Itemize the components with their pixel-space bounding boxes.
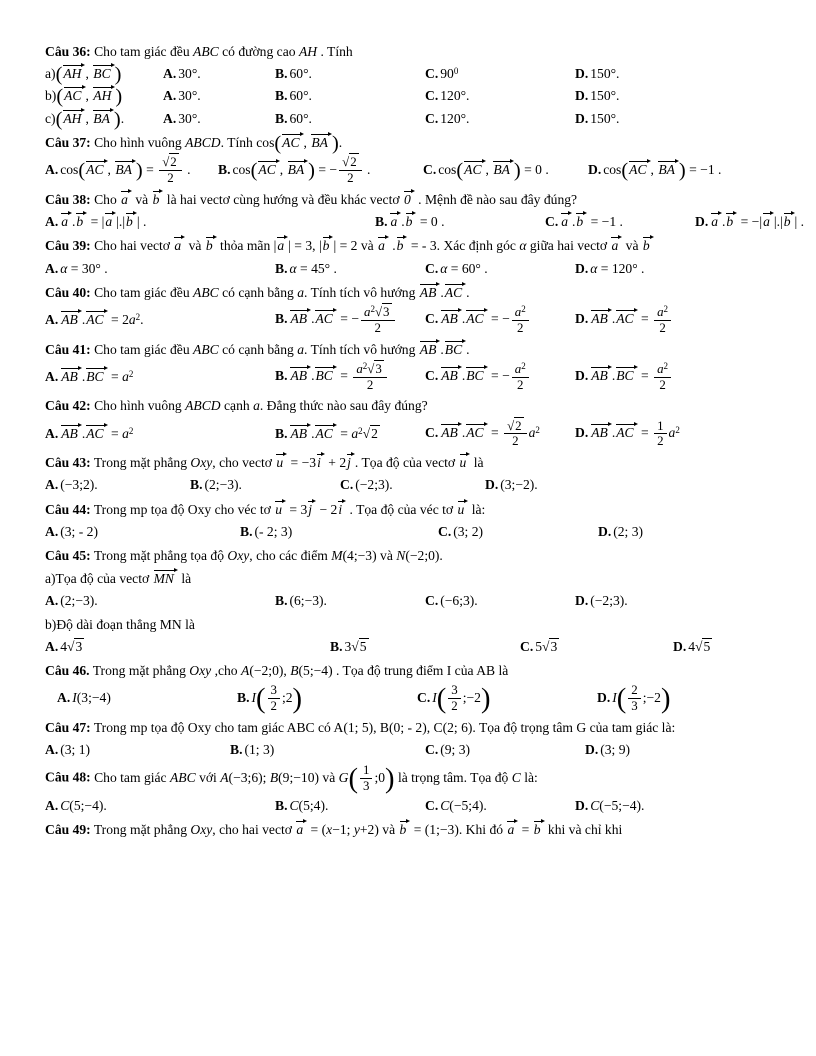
question-stem xyxy=(45,452,776,473)
answer-option xyxy=(45,310,275,330)
options-row xyxy=(45,683,776,714)
answer-option xyxy=(425,591,575,611)
option-letter: C. xyxy=(425,110,439,126)
answer-option xyxy=(423,160,588,180)
option-letter: B. xyxy=(275,593,288,609)
option-letter: A. xyxy=(57,690,71,706)
option-value: a .b = |a |.|b | . xyxy=(61,214,147,230)
option-value: 4√3 xyxy=(60,638,83,654)
option-value: I(3;−4) xyxy=(72,690,111,706)
option-prefix: a)(AH , BC ) xyxy=(45,63,122,86)
option-letter: A. xyxy=(45,214,59,230)
answer-option xyxy=(340,475,485,495)
option-value: 3√5 xyxy=(344,638,367,654)
answer-option xyxy=(275,259,425,279)
question-text: Trong mặt phẳng Oxy, cho hai vectơ a = (x−1; y+2) và b = (1;−3). Khi đó a = b khi và chỉ khi xyxy=(90,822,623,838)
option-letter: D. xyxy=(575,311,589,327)
option-value: 60°. xyxy=(289,66,312,82)
option-letter: C. xyxy=(425,368,439,384)
question-block xyxy=(45,660,776,714)
answer-option xyxy=(375,212,545,232)
question-text: Trong mặt phẳng tọa độ Oxy, cho các điểm M(4;−3) và N(−2;0). xyxy=(90,548,443,564)
option-value: 30°. xyxy=(178,88,201,104)
question-text: Cho tam giác đều ABC có cạnh bằng a. Tính tích vô hướng AB .BC . xyxy=(90,341,470,357)
question-stem xyxy=(45,235,776,256)
option-value: (3;−2). xyxy=(500,477,538,493)
question-text: Cho tam giác ABC với A(−3;6); B(9;−10) và G( $\frac{1}{3}$ ;0) là trọng tâm. Tọa độ C là: xyxy=(90,762,538,795)
option-letter: D. xyxy=(597,689,611,705)
option-value: I( $\frac{3}{2}$ ;−2) xyxy=(432,682,491,715)
question-number: Câu 46. xyxy=(45,663,90,679)
answer-option xyxy=(575,259,776,279)
option-letter: D. xyxy=(575,88,589,104)
option-value: 150°. xyxy=(590,110,620,126)
question-block xyxy=(45,132,776,186)
option-letter: D. xyxy=(585,741,599,757)
option-letter: B. xyxy=(275,66,288,82)
answer-option xyxy=(425,419,575,450)
option-letter: A. xyxy=(45,523,59,539)
option-letter: D. xyxy=(575,66,589,82)
option-letter: D. xyxy=(695,214,709,230)
answer-option xyxy=(163,86,275,106)
option-value: α = 45° . xyxy=(289,260,337,276)
option-value: (2; 3) xyxy=(613,523,644,539)
option-prefix: c)(AH , BA ). xyxy=(45,108,125,131)
option-value: (3; 1) xyxy=(60,741,91,757)
option-value: I( $\frac{3}{2}$ ;2) xyxy=(251,682,303,715)
question-stem xyxy=(45,819,776,840)
answer-option xyxy=(275,424,425,444)
options-row xyxy=(45,419,776,450)
question-number: Câu 41: xyxy=(45,341,91,357)
option-letter: A. xyxy=(163,66,177,82)
option-letter: B. xyxy=(275,110,288,126)
question-text: Trong mặt phẳng Oxy, cho vectơ u = −3i + 2j . Tọa độ của vectơ u là xyxy=(90,455,484,471)
answer-option xyxy=(190,475,340,495)
option-letter: C. xyxy=(423,162,437,178)
option-value: AB .AC = $\frac{√2}{2}$ $a^2$ xyxy=(441,417,540,449)
option-letter: C. xyxy=(425,88,439,104)
option-value: 60°. xyxy=(289,88,312,104)
question-stem xyxy=(45,499,776,520)
option-value: C(−5;−4). xyxy=(590,798,645,814)
option-letter: D. xyxy=(598,523,612,539)
answer-option xyxy=(588,160,776,180)
option-letter: B. xyxy=(275,798,288,814)
option-value: (2;−3). xyxy=(60,593,98,609)
answer-option xyxy=(240,522,438,542)
option-letter: D. xyxy=(575,110,589,126)
answer-option xyxy=(275,86,425,106)
question-number: Câu 37: xyxy=(45,135,91,151)
option-value: (9; 3) xyxy=(440,741,471,757)
option-letter: D. xyxy=(485,477,499,493)
question-text: Trong mp tọa độ Oxy cho tam giác ABC có A(1; 5), B(0; - 2), C(2; 6). Tọa độ trọng tâm G của tam giác là: xyxy=(90,719,676,735)
option-value: AB .AC = $\frac{1}{2}$ $a^2$ xyxy=(591,417,680,449)
option-letter: B. xyxy=(218,161,231,177)
answer-option xyxy=(45,212,375,232)
option-value: cos(AC , BA ) = −1 . xyxy=(603,159,722,182)
answer-option xyxy=(425,86,575,106)
question-number: Câu 44: xyxy=(45,501,91,517)
options-row xyxy=(45,86,776,106)
option-letter: C. xyxy=(417,689,431,705)
option-letter: B. xyxy=(330,638,343,654)
option-value: AB $.AC = 2a^2$. xyxy=(61,312,144,328)
answer-option xyxy=(275,109,425,129)
options-row xyxy=(45,522,776,542)
answer-option xyxy=(45,740,230,760)
option-value: $90^0$ xyxy=(440,66,459,82)
answer-option xyxy=(575,362,776,393)
answer-option xyxy=(695,212,804,232)
question-text: Trong mặt phẳng Oxy ,cho A(−2;0), B(5;−4) . Tọa độ trung điểm I của AB là xyxy=(89,663,509,679)
option-value: I( $\frac{2}{3}$ ;−2) xyxy=(612,682,671,715)
options-row xyxy=(45,796,776,816)
answer-option xyxy=(57,688,237,708)
option-letter: C. xyxy=(520,638,534,654)
option-letter: A. xyxy=(45,368,59,384)
answer-option xyxy=(330,637,520,657)
question-list xyxy=(45,41,805,841)
option-letter: D. xyxy=(575,798,589,814)
option-value: 120°. xyxy=(440,88,470,104)
question-block xyxy=(45,235,776,278)
question-block xyxy=(45,41,776,129)
option-value: (−3;2). xyxy=(60,477,98,493)
answer-option xyxy=(45,259,275,279)
answer-option xyxy=(425,109,575,129)
option-value: (- 2; 3) xyxy=(254,523,293,539)
option-letter: C. xyxy=(425,741,439,757)
answer-option xyxy=(425,740,585,760)
question-stem xyxy=(45,132,776,153)
option-letter: B. xyxy=(375,214,388,230)
question-text: Cho a và b là hai vectơ cùng hướng và đều khác vectơ 0 . Mệnh đề nào sau đây đúng? xyxy=(90,192,578,208)
answer-option xyxy=(485,475,776,495)
option-letter: D. xyxy=(673,638,687,654)
question-stem xyxy=(45,763,776,794)
options-row xyxy=(45,591,776,611)
option-letter: B. xyxy=(230,741,243,757)
option-value: cos(AC , BA ) = 0 . xyxy=(438,159,549,182)
answer-option xyxy=(545,212,695,232)
question-number: Câu 47: xyxy=(45,719,91,735)
options-row xyxy=(45,155,776,186)
option-value: (2;−3). xyxy=(204,477,242,493)
question-subpart: a)Tọa độ của vectơ MN là xyxy=(45,571,192,587)
options-row xyxy=(45,305,776,336)
answer-option xyxy=(275,796,425,816)
option-letter: D. xyxy=(575,368,589,384)
option-letter: A. xyxy=(45,638,59,654)
option-value: (−2;3). xyxy=(590,593,628,609)
option-value: (−2;3). xyxy=(355,477,393,493)
option-value: AB .AC = − $\frac{a^2}{2}$ xyxy=(440,311,530,326)
options-row xyxy=(45,637,776,657)
question-block xyxy=(45,339,776,393)
question-stem xyxy=(45,282,776,303)
option-letter: B. xyxy=(190,477,203,493)
option-value: C(−5;4). xyxy=(440,798,487,814)
options-row xyxy=(45,259,776,279)
option-value: AB $.AC = a^2√2$ xyxy=(290,425,378,441)
question-block xyxy=(45,763,776,816)
option-letter: A. xyxy=(45,741,59,757)
question-stem xyxy=(45,545,776,566)
option-letter: A. xyxy=(163,88,177,104)
answer-option xyxy=(417,683,597,714)
answer-option xyxy=(520,637,673,657)
option-letter: C. xyxy=(425,425,439,441)
answer-option xyxy=(598,522,776,542)
question-block xyxy=(45,499,776,542)
answer-option xyxy=(575,591,776,611)
question-block xyxy=(45,452,776,495)
answer-option xyxy=(575,64,776,84)
option-letter: C. xyxy=(425,66,439,82)
answer-option xyxy=(597,683,776,714)
option-letter: C. xyxy=(438,523,452,539)
question-stem xyxy=(45,660,776,681)
option-value: cos(AC , BA ) = − $\frac{√2}{2}$ . xyxy=(232,154,371,186)
option-value: 150°. xyxy=(590,88,620,104)
option-value: 5√3 xyxy=(535,638,558,654)
option-value: (3; 2) xyxy=(453,523,484,539)
question-block xyxy=(45,819,776,840)
option-value: a .b = −|a |.|b | . xyxy=(711,214,805,230)
option-letter: A. xyxy=(45,425,59,441)
question-block xyxy=(45,395,776,449)
question-number: Câu 38: xyxy=(45,192,91,208)
option-value: (6;−3). xyxy=(289,593,327,609)
question-number: Câu 40: xyxy=(45,284,91,300)
answer-option xyxy=(673,637,776,657)
answer-option xyxy=(575,109,776,129)
option-value: 150°. xyxy=(590,66,620,82)
options-row xyxy=(45,109,776,129)
option-value: C(5;−4). xyxy=(60,798,107,814)
question-number: Câu 36: xyxy=(45,44,91,59)
question-number: Câu 45: xyxy=(45,548,91,564)
answer-option xyxy=(218,155,423,186)
question-stem xyxy=(45,41,776,62)
option-letter: A. xyxy=(163,110,177,126)
question-number: Câu 43: xyxy=(45,455,91,471)
option-letter: C. xyxy=(425,260,439,276)
question-number: Câu 49: xyxy=(45,822,91,838)
answer-option xyxy=(163,64,275,84)
option-value: a .b = −1 . xyxy=(561,214,623,230)
option-letter: A. xyxy=(45,260,59,276)
answer-option xyxy=(275,64,425,84)
option-letter: A. xyxy=(45,477,59,493)
option-letter: B. xyxy=(275,88,288,104)
question-block xyxy=(45,189,805,232)
answer-option xyxy=(163,109,275,129)
answer-option xyxy=(45,475,190,495)
option-value: a .b = 0 . xyxy=(390,214,445,230)
answer-option xyxy=(575,305,776,336)
option-value: AB $.AC = a^2$ xyxy=(61,425,134,441)
answer-option xyxy=(575,419,776,450)
option-value: AB .BC = − $\frac{a^2}{2}$ xyxy=(440,368,530,383)
option-value: AB .AC = − $\frac{a^2√3}{2}$ xyxy=(289,311,396,326)
option-value: α = 30° . xyxy=(60,260,108,276)
question-number: Câu 42: xyxy=(45,398,91,414)
question-stem xyxy=(45,339,776,360)
option-letter: C. xyxy=(545,214,559,230)
option-value: AB .BC = $\frac{a^2√3}{2}$ xyxy=(289,368,388,383)
answer-option xyxy=(45,591,275,611)
options-row xyxy=(45,362,776,393)
question-block xyxy=(45,282,776,336)
option-letter: A. xyxy=(45,161,59,177)
option-value: AB .BC = $\frac{a^2}{2}$ xyxy=(590,368,673,383)
answer-option xyxy=(45,522,240,542)
options-row xyxy=(45,64,776,84)
option-letter: B. xyxy=(275,425,288,441)
question-subpart: b)Độ dài đoạn thẳng MN là xyxy=(45,616,195,632)
options-row xyxy=(45,475,776,495)
option-value: AB $.BC = a^2$ xyxy=(61,368,134,384)
option-value: (3; - 2) xyxy=(60,523,98,539)
option-value: AB .AC = $\frac{a^2}{2}$ xyxy=(590,311,673,326)
answer-option xyxy=(575,86,776,106)
question-text: Trong mp tọa độ Oxy cho véc tơ u = 3j − 2i . Tọa độ của véc tơ u là: xyxy=(90,501,486,517)
answer-option xyxy=(425,305,575,336)
answer-option xyxy=(45,424,275,444)
question-stem xyxy=(45,189,776,210)
option-value: 60°. xyxy=(289,110,312,126)
option-value: α = 60° . xyxy=(440,260,488,276)
question-block xyxy=(45,717,776,760)
answer-option xyxy=(425,259,575,279)
option-value: 4√5 xyxy=(688,638,711,654)
answer-option xyxy=(425,362,575,393)
option-letter: A. xyxy=(45,798,59,814)
option-value: C(5;4). xyxy=(289,798,329,814)
option-letter: D. xyxy=(575,593,589,609)
option-letter: B. xyxy=(275,368,288,384)
option-value: (3; 9) xyxy=(600,741,631,757)
question-text: Cho tam giác đều ABC có đường cao AH . Tính xyxy=(90,44,353,59)
answer-option xyxy=(585,740,776,760)
answer-option xyxy=(45,367,275,387)
answer-option xyxy=(45,155,218,186)
option-value: α = 120° . xyxy=(590,260,645,276)
option-value: 30°. xyxy=(178,110,201,126)
question-text: Cho hình vuông ABCD. Tính cos(AC , BA ). xyxy=(90,132,343,155)
question-number: Câu 48: xyxy=(45,769,91,785)
option-value: (1; 3) xyxy=(244,741,275,757)
question-number: Câu 39: xyxy=(45,238,91,254)
answer-option xyxy=(275,362,425,393)
answer-option xyxy=(237,683,417,714)
option-letter: C. xyxy=(425,798,439,814)
question-text: Cho tam giác đều ABC có cạnh bằng a. Tính tích vô hướng AB .AC . xyxy=(90,284,470,300)
question-block xyxy=(45,545,776,657)
option-value: (−6;3). xyxy=(440,593,478,609)
option-letter: A. xyxy=(45,593,59,609)
answer-option xyxy=(275,305,425,336)
option-letter: A. xyxy=(45,312,59,328)
option-letter: C. xyxy=(425,593,439,609)
option-letter: B. xyxy=(275,311,288,327)
option-letter: B. xyxy=(240,523,253,539)
answer-option xyxy=(438,522,598,542)
option-letter: D. xyxy=(575,425,589,441)
answer-option xyxy=(275,591,425,611)
answer-option xyxy=(45,796,275,816)
option-value: 30°. xyxy=(178,66,201,82)
option-value: 120°. xyxy=(440,110,470,126)
answer-option xyxy=(425,64,575,84)
option-letter: C. xyxy=(425,311,439,327)
option-letter: B. xyxy=(237,689,250,705)
options-row xyxy=(45,740,776,760)
answer-option xyxy=(575,796,776,816)
option-letter: D. xyxy=(588,162,602,178)
question-text: Cho hai vectơ a và b thỏa mãn |a | = 3, |b | = 2 và a .b = - 3. Xác định góc α giữa hai vectơ a và b xyxy=(91,238,654,253)
question-stem xyxy=(45,395,776,416)
option-letter: C. xyxy=(340,477,354,493)
answer-option xyxy=(425,796,575,816)
option-letter: D. xyxy=(575,260,589,276)
question-stem xyxy=(45,717,776,738)
option-prefix: b)(AC , AH ) xyxy=(45,85,123,108)
answer-option xyxy=(230,740,425,760)
option-letter: B. xyxy=(275,260,288,276)
option-value: cos(AC , BA ) = $\frac{√2}{2}$ . xyxy=(60,154,191,186)
options-row xyxy=(45,212,805,232)
answer-option xyxy=(45,637,330,657)
question-text: Cho hình vuông ABCD cạnh a. Đẳng thức nào sau đây đúng? xyxy=(90,398,428,414)
